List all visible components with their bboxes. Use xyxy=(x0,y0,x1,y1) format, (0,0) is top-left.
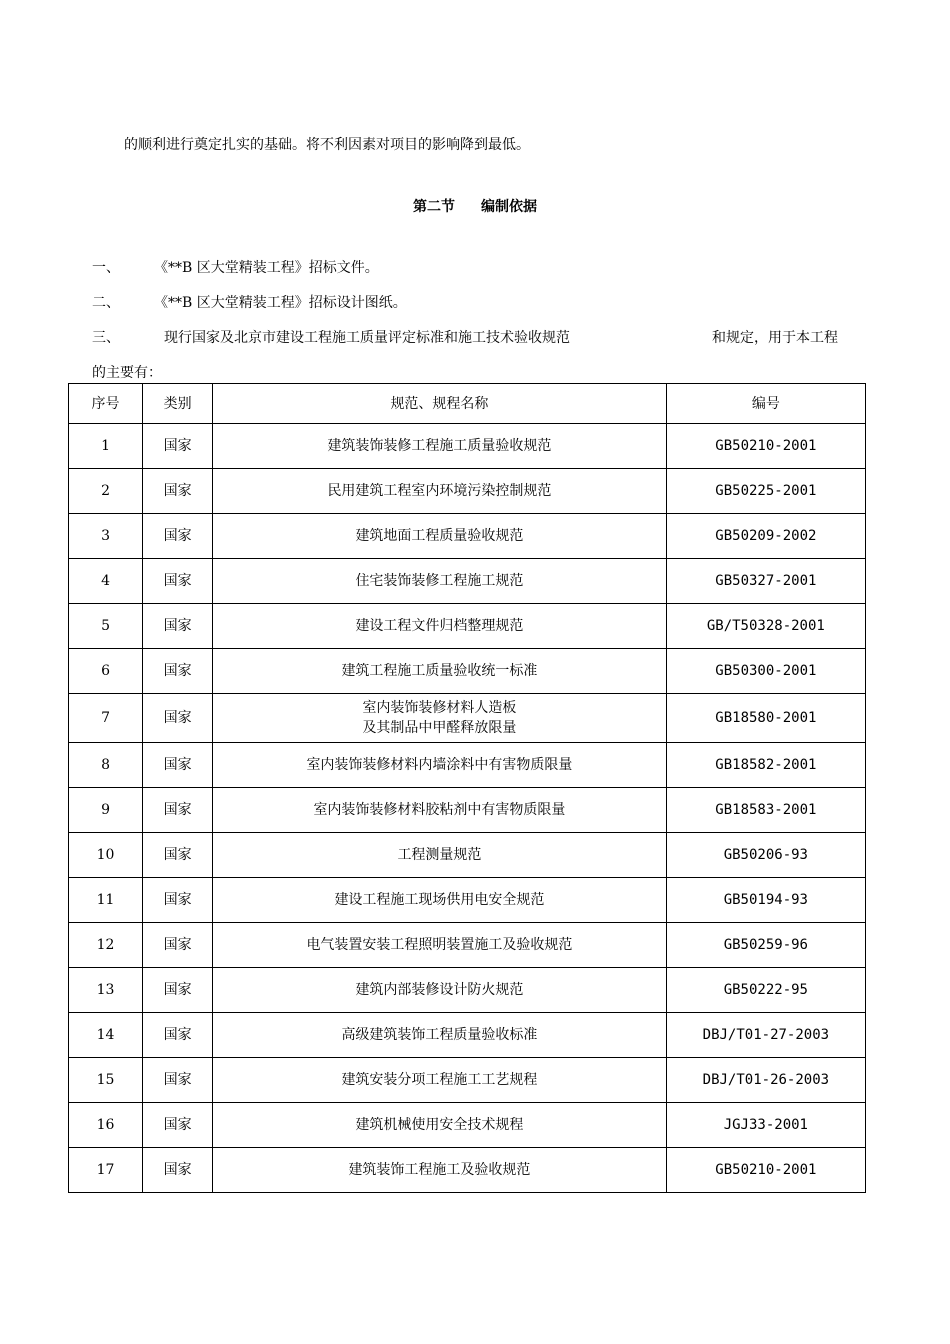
table-row xyxy=(69,1058,866,1103)
basis-item-3 xyxy=(92,327,838,347)
basis-item-text: 《**B 区大堂精装工程》招标设计图纸。 xyxy=(154,295,407,311)
table-row xyxy=(69,1103,866,1148)
table-row xyxy=(69,559,866,604)
row-standard-name: 民用建筑工程室内环境污染控制规范 xyxy=(213,469,667,514)
row-category: 国家 xyxy=(143,743,213,788)
table-row xyxy=(69,878,866,923)
basis-item-number: 二、 xyxy=(92,295,120,311)
row-standard-name: 建筑工程施工质量验收统一标准 xyxy=(213,649,667,694)
header-serial: 序号 xyxy=(69,384,143,424)
row-category: 国家 xyxy=(143,604,213,649)
table-row xyxy=(69,743,866,788)
table-row xyxy=(69,1013,866,1058)
table-header-row xyxy=(69,384,866,424)
basis-item-number: 三、 xyxy=(92,330,120,346)
row-standard-name: 工程测量规范 xyxy=(213,833,667,878)
table-row xyxy=(69,649,866,694)
table-row xyxy=(69,968,866,1013)
row-standard-name: 住宅装饰装修工程施工规范 xyxy=(213,559,667,604)
basis-item-3-continuation: 的主要有： xyxy=(92,365,162,381)
row-serial: 16 xyxy=(69,1103,143,1148)
row-category: 国家 xyxy=(143,1013,213,1058)
row-code: GB50206-93 xyxy=(666,833,865,878)
table-row xyxy=(69,604,866,649)
row-code: GB18582-2001 xyxy=(666,743,865,788)
row-serial: 14 xyxy=(69,1013,143,1058)
row-serial: 1 xyxy=(69,424,143,469)
row-code: GB50222-95 xyxy=(666,968,865,1013)
row-code: GB50327-2001 xyxy=(666,559,865,604)
row-category: 国家 xyxy=(143,968,213,1013)
table-row xyxy=(69,1148,866,1193)
row-category: 国家 xyxy=(143,514,213,559)
row-serial: 5 xyxy=(69,604,143,649)
row-category: 国家 xyxy=(143,878,213,923)
row-category: 国家 xyxy=(143,1103,213,1148)
basis-item-text: 《**B 区大堂精装工程》招标文件。 xyxy=(154,260,379,276)
basis-item-text: 现行国家及北京市建设工程施工质量评定标准和施工技术验收规范 xyxy=(164,330,570,346)
row-code: JGJ33-2001 xyxy=(666,1103,865,1148)
row-serial: 8 xyxy=(69,743,143,788)
row-serial: 13 xyxy=(69,968,143,1013)
row-standard-name: 建筑装饰装修工程施工质量验收规范 xyxy=(213,424,667,469)
row-code: GB/T50328-2001 xyxy=(666,604,865,649)
header-code: 编号 xyxy=(666,384,865,424)
row-serial: 15 xyxy=(69,1058,143,1103)
row-category: 国家 xyxy=(143,424,213,469)
table-row xyxy=(69,469,866,514)
standards-table xyxy=(68,383,866,1193)
row-standard-name: 建筑机械使用安全技术规程 xyxy=(213,1103,667,1148)
row-category: 国家 xyxy=(143,649,213,694)
basis-item-number: 一、 xyxy=(92,260,120,276)
row-code: GB50259-96 xyxy=(666,923,865,968)
row-standard-name: 建设工程施工现场供用电安全规范 xyxy=(213,878,667,923)
row-serial: 10 xyxy=(69,833,143,878)
basis-item-1 xyxy=(92,257,379,277)
row-standard-name: 室内装饰装修材料胶粘剂中有害物质限量 xyxy=(213,788,667,833)
row-serial: 12 xyxy=(69,923,143,968)
table-row xyxy=(69,694,866,743)
row-code: GB50225-2001 xyxy=(666,469,865,514)
row-code: DBJ/T01-27-2003 xyxy=(666,1013,865,1058)
intro-paragraph: 的顺利进行奠定扎实的基础。将不利因素对项目的影响降到最低。 xyxy=(124,137,530,153)
row-code: GB18580-2001 xyxy=(666,694,865,743)
row-standard-name-line-2: 及其制品中甲醛释放限量 xyxy=(362,720,517,736)
row-serial: 2 xyxy=(69,469,143,514)
row-serial: 9 xyxy=(69,788,143,833)
row-standard-name: 建筑安装分项工程施工工艺规程 xyxy=(213,1058,667,1103)
row-standard-name: 室内装饰装修材料内墙涂料中有害物质限量 xyxy=(213,743,667,788)
row-standard-name: 建设工程文件归档整理规范 xyxy=(213,604,667,649)
row-code: GB18583-2001 xyxy=(666,788,865,833)
row-serial: 4 xyxy=(69,559,143,604)
section-number: 第二节 xyxy=(413,199,455,215)
basis-item-text-end: 和规定，用于本工程 xyxy=(712,330,838,346)
row-category: 国家 xyxy=(143,788,213,833)
section-heading xyxy=(0,196,950,216)
row-serial: 17 xyxy=(69,1148,143,1193)
row-serial: 7 xyxy=(69,694,143,743)
row-category: 国家 xyxy=(143,923,213,968)
table-row xyxy=(69,424,866,469)
row-serial: 3 xyxy=(69,514,143,559)
row-standard-name xyxy=(213,694,667,743)
row-category: 国家 xyxy=(143,833,213,878)
table-row xyxy=(69,833,866,878)
table-row xyxy=(69,923,866,968)
row-code: GB50210-2001 xyxy=(666,1148,865,1193)
row-serial: 6 xyxy=(69,649,143,694)
row-category: 国家 xyxy=(143,469,213,514)
table-row xyxy=(69,788,866,833)
row-standard-name: 建筑内部装修设计防火规范 xyxy=(213,968,667,1013)
header-standard-name: 规范、规程名称 xyxy=(213,384,667,424)
row-code: DBJ/T01-26-2003 xyxy=(666,1058,865,1103)
row-category: 国家 xyxy=(143,1148,213,1193)
row-serial: 11 xyxy=(69,878,143,923)
row-code: GB50300-2001 xyxy=(666,649,865,694)
section-title: 编制依据 xyxy=(481,199,537,215)
header-category: 类别 xyxy=(143,384,213,424)
basis-item-2 xyxy=(92,292,407,312)
row-standard-name: 建筑地面工程质量验收规范 xyxy=(213,514,667,559)
table-row xyxy=(69,514,866,559)
row-code: GB50210-2001 xyxy=(666,424,865,469)
row-category: 国家 xyxy=(143,694,213,743)
row-standard-name: 建筑装饰工程施工及验收规范 xyxy=(213,1148,667,1193)
row-category: 国家 xyxy=(143,559,213,604)
row-code: GB50209-2002 xyxy=(666,514,865,559)
row-code: GB50194-93 xyxy=(666,878,865,923)
row-standard-name: 高级建筑装饰工程质量验收标准 xyxy=(213,1013,667,1058)
row-standard-name-line-1: 室内装饰装修材料人造板 xyxy=(362,700,517,716)
row-standard-name: 电气装置安装工程照明装置施工及验收规范 xyxy=(213,923,667,968)
row-category: 国家 xyxy=(143,1058,213,1103)
